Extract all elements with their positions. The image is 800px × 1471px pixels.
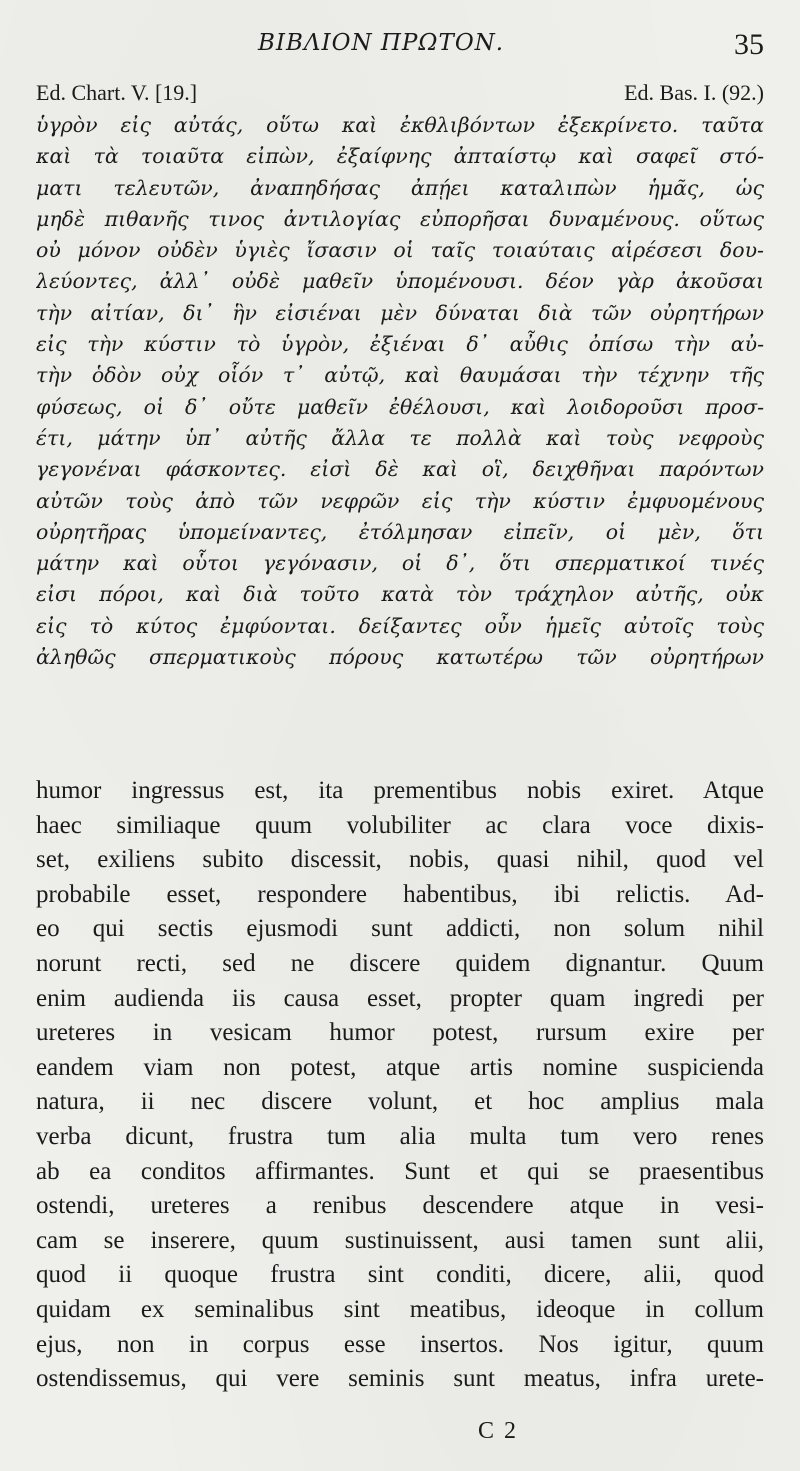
latin-line: probabile esset, respondere habentibus, ibi relictis. Ad- <box>36 880 764 908</box>
greek-line: τὴν ὁδὸν οὐχ οἷόν τ᾽ αὐτῷ, καὶ θαυμάσαι τὴν τέχνην τῆς <box>36 363 764 388</box>
greek-line: οὐρητῆρας ὑπομείναντες, ἐτόλμησαν εἰπεῖν, οἱ μὲν, ὅτι <box>36 519 764 544</box>
greek-line: οὐ μόνον οὐδὲν ὑγιὲς ἴσασιν οἱ ταῖς τοιαύταις αἱρέσεσι δου- <box>36 238 764 263</box>
greek-line: αὐτῶν τοὺς ἀπὸ τῶν νεφρῶν εἰς τὴν κύστιν ἐμφυομένους <box>36 488 764 513</box>
greek-text <box>36 110 764 673</box>
greek-line: φύσεως, οἱ δ᾽ οὔτε μαθεῖν ἐθέλουσι, καὶ λοιδοροῦσι προσ- <box>36 394 764 419</box>
greek-line: εἰσι πόροι, καὶ διὰ τοῦτο κατὰ τὸν τράχηλον αὐτῆς, οὐκ <box>36 582 764 607</box>
latin-line: quod ii quoque frustra sint conditi, dicere, alii, quod <box>36 1261 764 1289</box>
latin-line: natura, ii nec discere volunt, et hoc amplius mala <box>36 1088 764 1116</box>
greek-line: έτι, μάτην ὑπ᾽ αὐτῆς ἄλλα τε πολλὰ καὶ τοὺς νεφροὺς <box>36 425 764 450</box>
edition-reference-basel: Ed. Bas. I. (92.) <box>624 80 764 105</box>
latin-line: verba dicunt, frustra tum alia multa tum vero renes <box>36 1122 764 1150</box>
greek-line: γεγονέναι φάσκοντες. εἰσὶ δὲ καὶ οἳ, δειχθῆναι παρόντων <box>36 457 764 482</box>
latin-line: ostendi, ureteres a renibus descendere atque in vesi- <box>36 1192 764 1220</box>
latin-line: quidam ex seminalibus sint meatibus, ideoque in collum <box>36 1295 764 1323</box>
latin-line: norunt recti, sed ne discere quidem dignantur. Quum <box>36 949 764 977</box>
book-title: ΒΙΒΛΙΟΝ ΠΡΩΤΟΝ. <box>258 30 505 56</box>
edition-references <box>36 80 764 110</box>
greek-line: τὴν αἰτίαν, δι᾽ ἣν εἰσιέναι μὲν δύναται διὰ τῶν οὐρητήρων <box>36 300 764 325</box>
greek-line: ὑγρὸν εἰς αὐτάς, οὕτω καὶ ἐκθλιβόντων ἐξεκρίνετο. ταῦτα <box>36 113 764 137</box>
latin-line: eandem viam non potest, atque artis nomine suspicienda <box>36 1053 764 1081</box>
greek-line: μηδὲ πιθανῆς τινος ἀντιλογίας εὐπορῆσαι δυναμένους. οὕτως <box>36 206 764 231</box>
latin-line: humor ingressus est, ita prementibus nobis exiret. Atque <box>36 777 764 804</box>
edition-reference-chartier: Ed. Chart. V. [19.] <box>36 80 198 105</box>
latin-line: haec similiaque quum volubiliter ac clara voce dixis- <box>36 811 764 839</box>
latin-line: enim audienda iis causa esset, propter quam ingredi per <box>36 984 764 1012</box>
greek-line: εἰς τὸ κύτος ἐμφύονται. δείξαντες οὖν ἡμεῖς αὐτοῖς τοὺς <box>36 613 764 638</box>
greek-line: λεύοντες, ἀλλ᾽ οὐδὲ μαθεῖν ὑπομένουσι. δέον γὰρ ἀκοῦσαι <box>36 269 764 294</box>
latin-line: eo qui sectis ejusmodi sunt addicti, non solum nihil <box>36 915 764 943</box>
greek-line: εἰς τὴν κύστιν τὸ ὑγρὸν, ἐξιέναι δ᾽ αὖθις ὀπίσω τὴν αὐ- <box>36 332 764 357</box>
latin-line: ureteres in vesicam humor potest, rursum exire per <box>36 1019 764 1047</box>
signature-mark: C 2 <box>478 1418 519 1444</box>
greek-line: ματι τελευτῶν, ἀναπηδήσας ἀπῄει καταλιπὼν ἡμᾶς, ὡς <box>36 175 764 200</box>
page-number: 35 <box>734 28 764 61</box>
latin-line: ab ea conditos affirmantes. Sunt et qui se praesentibus <box>36 1157 764 1185</box>
running-head <box>0 30 800 64</box>
latin-text <box>36 774 764 1397</box>
latin-line: ejus, non in corpus esse insertos. Nos igitur, quum <box>36 1330 764 1358</box>
greek-line: ἀληθῶς σπερματικοὺς πόρους κατωτέρω τῶν οὐρητήρων <box>36 645 764 670</box>
latin-line: set, exiliens subito discessit, nobis, quasi nihil, quod vel <box>36 846 764 874</box>
greek-line: καὶ τὰ τοιαῦτα εἰπὼν, ἐξαίφνης ἀπταίστῳ καὶ σαφεῖ στό- <box>36 144 764 169</box>
greek-line: μάτην καὶ οὗτοι γεγόνασιν, οἱ δ᾽, ὅτι σπερματικοί τινές <box>36 551 764 576</box>
latin-line: ostendissemus, qui vere seminis sunt meatus, infra urete- <box>36 1365 764 1393</box>
latin-line: cam se inserere, quum sustinuissent, ausi tamen sunt alii, <box>36 1226 764 1254</box>
